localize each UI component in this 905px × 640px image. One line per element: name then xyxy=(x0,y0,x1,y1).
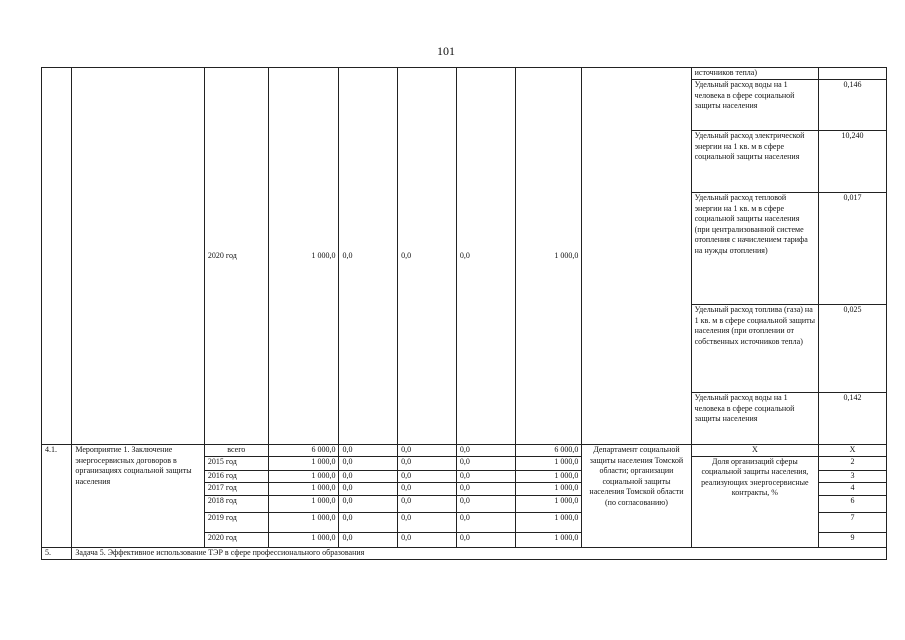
value-cell: 0,146 xyxy=(819,80,887,131)
value-cell: 0,025 xyxy=(819,305,887,393)
table-row: 2019 год 1 000,0 0,0 0,0 0,0 1 000,0 7 xyxy=(42,512,887,532)
table-row: 2017 год 1 000,0 0,0 0,0 0,0 1 000,0 4 xyxy=(42,482,887,495)
page-number: 101 xyxy=(437,44,455,58)
indicator-cell: Удельный расход воды на 1 человека в сфере социальной защиты населения xyxy=(691,80,819,131)
table-row xyxy=(42,547,887,559)
table-row xyxy=(42,68,887,80)
table-row: 2018 год 1 000,0 0,0 0,0 0,0 1 000,0 6 xyxy=(42,495,887,512)
task-title: Задача 5. Эффективное использование ТЭР в сфере профессионального образования xyxy=(72,547,887,559)
value-cell xyxy=(819,68,887,80)
table-row: 4.1. Мероприятие 1. Заключение энергосервисных договоров в организациях социальной защиты населения всего 6 000,0 0,0 0,0 0,0 6 000,0 Департамент социальной защиты населения Томской области; организации социальной защиты населения Томской области (по согласованию) X X xyxy=(42,445,887,457)
value-cell: 0,017 xyxy=(819,193,887,305)
value-cell: 10,240 xyxy=(819,131,887,193)
year-cell: 2020 год xyxy=(207,250,237,260)
indicator-cell: Удельный расход топлива (газа) на 1 кв. м в сфере социальной защиты населения (при отоплении от собственных источников тепла) xyxy=(691,305,819,393)
measure-indicator: Доля организаций сферы социальной защиты населения, реализующих энергосервисные контракты, % xyxy=(691,456,819,547)
row-number: 4.1. xyxy=(42,445,72,548)
amount-cell: 0,0 xyxy=(342,250,353,260)
amount-cell: 0,0 xyxy=(401,250,412,260)
indicator-cell: источников тепла) xyxy=(691,68,819,80)
table-row: 2015 год 1 000,0 0,0 0,0 0,0 1 000,0 Доля организаций сферы социальной защиты населения, реализующих энергосервисные контракты, % 2 xyxy=(42,456,887,470)
row-number: 5. xyxy=(42,547,72,559)
measure-name: Мероприятие 1. Заключение энергосервисных договоров в организациях социальной защиты населения xyxy=(72,445,205,548)
amount-cell: 1 000,0 xyxy=(554,250,579,260)
amount-cell: 0,0 xyxy=(459,250,470,260)
indicator-cell: Удельный расход электрической энергии на 1 кв. м в сфере социальной защиты населения xyxy=(691,131,819,193)
program-table xyxy=(41,67,887,560)
value-cell: 0,142 xyxy=(819,393,887,445)
executor-cell: Департамент социальной защиты населения Томской области; организации социальной защиты населения Томской области (по согласованию) xyxy=(582,445,691,548)
table-row: 2016 год 1 000,0 0,0 0,0 0,0 1 000,0 3 xyxy=(42,470,887,482)
table-row: 2020 год 1 000,0 0,0 0,0 0,0 1 000,0 9 xyxy=(42,532,887,547)
indicator-cell: Удельный расход воды на 1 человека в сфере социальной защиты населения xyxy=(691,393,819,445)
amount-cell: 1 000,0 xyxy=(311,250,336,260)
indicator-cell: Удельный расход тепловой энергии на 1 кв. м в сфере социальной защиты населения (при централизованной системе отопления с начислением тарифа на нужды отопления) xyxy=(691,193,819,305)
